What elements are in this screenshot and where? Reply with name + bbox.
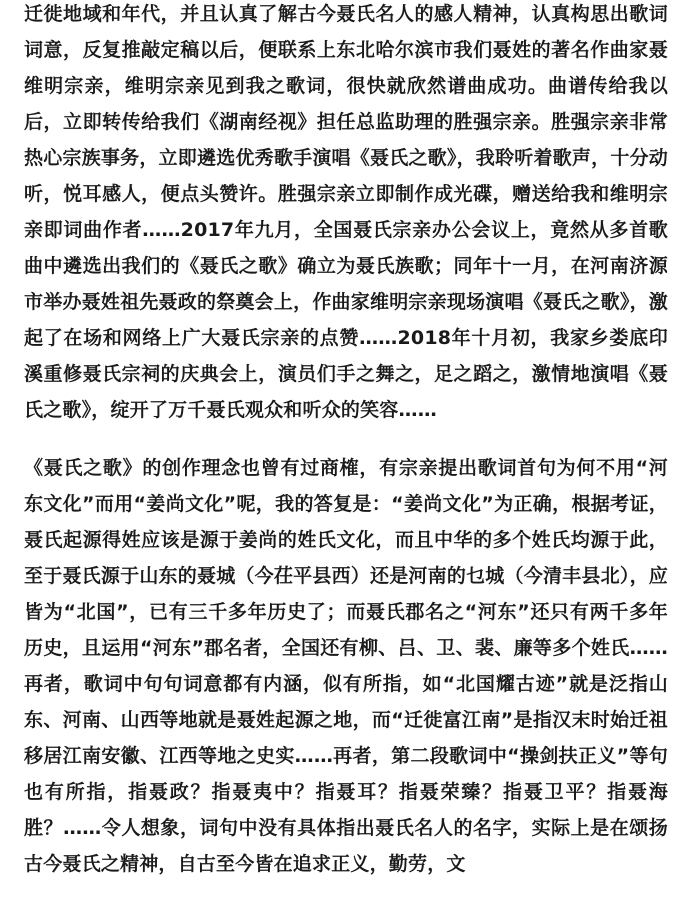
article-paragraph-2: 《聂氏之歌》的创作理念也曾有过商榷，有宗亲提出歌词首句为何不用“河东文化”而用“姜尚文化”呢，我的答复是：“姜尚文化”为正确，根据考证，聂氏起源得姓应该是源于姜尚的姓氏文化，而且中华的多个姓氏均源于此，至于聂氏源于山东的聂城（今茌平县西）还是河南的乜城（今清丰县北），应皆为“北国”，已有三千多年历史了；而聂氏郡名之“河东”还只有两千多年历史，且运用“河东”郡名者，全国还有柳、吕、卫、裴、廉等多个姓氏……再者，歌词中句句词意都有内涵，似有所指，如“北国耀古迹”就是泛指山东、河南、山西等地就是聂姓起源之地，而“迁徙富江南”是指汉末时始迁祖移居江南安徽、江西等地之史实……再者，第二段歌词中“操剑扶正义”等句也有所指，指聂政？指聂夷中？指聂耳？指聂荣臻？指聂卫平？指聂海胜？……令人想象，词句中没有具体指出聂氏名人的名字，实际上是在颂扬古今聂氏之精神，自古至今皆在追求正义，勤劳，文: [24, 457, 668, 875]
article-paragraph-1: 迁徙地域和年代，并且认真了解古今聂氏名人的感人精神，认真构思出歌词词意，反复推敲定稿以后，便联系上东北哈尔滨市我们聂姓的著名作曲家聂维明宗亲，维明宗亲见到我之歌词，很快就欣然谱曲成功。曲谱传给我以后，立即转传给我们《湖南经视》担任总监助理的胜强宗亲。胜强宗亲非常热心宗族事务，立即遴选优秀歌手演唱《聂氏之歌》，我聆听着歌声，十分动听，悦耳感人，便点头赞许。胜强宗亲立即制作成光碟，赠送给我和维明宗亲即词曲作者……2017年九月，全国聂氏宗亲办公会议上，竟然从多首歌曲中遴选出我们的《聂氏之歌》确立为聂氏族歌；同年十一月，在河南济源市举办聂姓祖先聂政的祭奠会上，作曲家维明宗亲现场演唱《聂氏之歌》，激起了在场和网络上广大聂氏宗亲的点赞……2018年十月初，我家乡娄底印溪重修聂氏宗祠的庆典会上，演员们手之舞之，足之蹈之，激情地演唱《聂氏之歌》，绽开了万千聂氏观众和听众的笑容……: [24, 3, 668, 421]
